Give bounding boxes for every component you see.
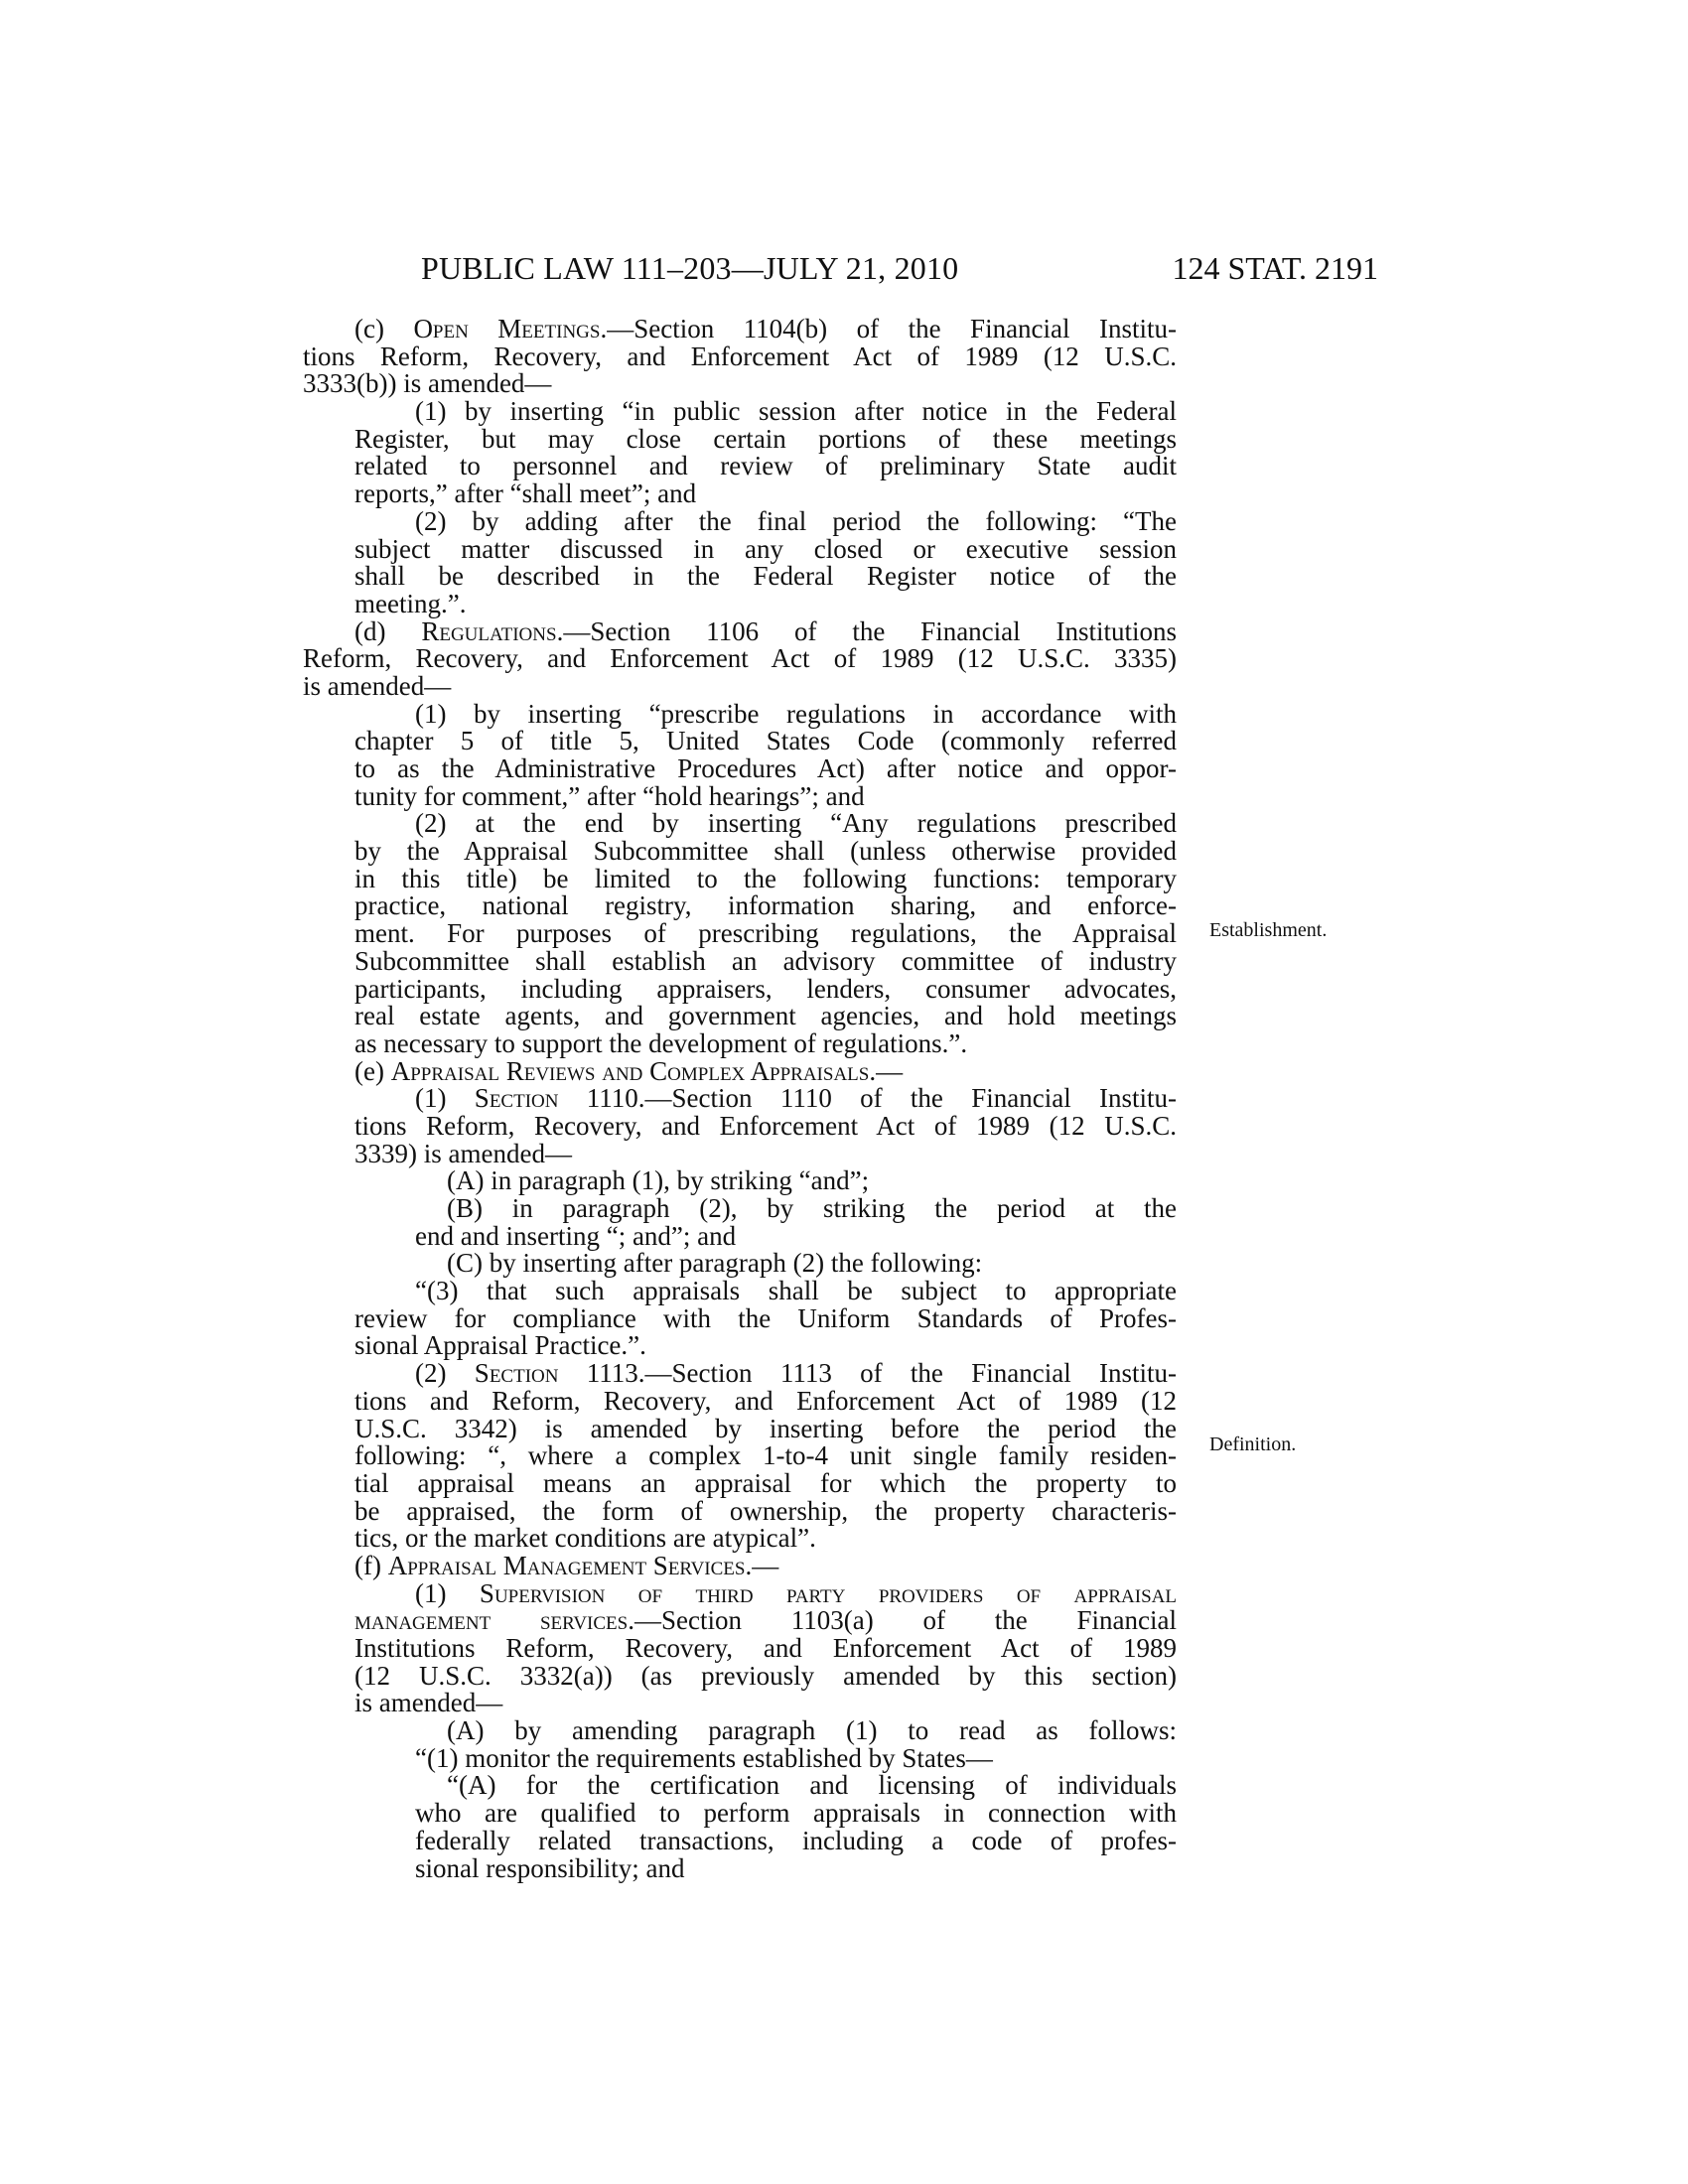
text-span: is amended—	[354, 1688, 503, 1718]
text-line	[303, 1195, 1177, 1223]
text-span: (2) by adding after the final period the following: “The	[415, 505, 1177, 536]
text-line	[303, 1772, 1177, 1800]
text-span: (A) by amending paragraph (1) to read as follows:	[447, 1715, 1177, 1746]
text-line	[303, 1825, 1177, 1855]
text-line	[303, 863, 1177, 893]
text-span: (e)	[354, 1055, 391, 1086]
text-span: (2) at the end by inserting “Any regulations prescribed	[415, 808, 1177, 839]
text-line	[303, 1607, 1177, 1635]
text-line	[303, 1660, 1177, 1691]
text-line	[303, 780, 1177, 811]
page-header	[298, 248, 1378, 288]
text-span: in this title) be limited to the following functions: temporary	[354, 863, 1177, 893]
text-line	[303, 588, 1177, 618]
small-caps-heading: Appraisal Reviews and Complex Appraisals	[390, 1055, 870, 1086]
text-span: (1)	[415, 1083, 475, 1114]
text-line	[303, 453, 1177, 480]
text-span: participants, including appraisers, lenders, consumer advocates,	[354, 973, 1177, 1004]
text-line	[303, 1413, 1177, 1443]
small-caps-heading: Supervision of third party providers of appraisal	[479, 1577, 1177, 1608]
text-span: reports,” after “shall meet”; and	[354, 478, 697, 509]
small-caps-heading: Regulations	[421, 615, 557, 646]
text-line	[303, 370, 1177, 398]
text-span: Reform, Recovery, and Enforcement Act of 1989 (12 U.S.C. 3335)	[303, 643, 1177, 674]
text-line	[303, 1085, 1177, 1113]
text-span: practice, national registry, information sharing, and enforce-	[354, 890, 1177, 921]
text-line	[303, 1385, 1177, 1416]
text-line	[303, 838, 1177, 866]
text-span: following: “, where a complex 1-to-4 unit single family residen-	[354, 1440, 1177, 1471]
margin-note-definition: Definition.	[1209, 1433, 1297, 1455]
text-span: as necessary to support the development of regulations.”.	[354, 1027, 968, 1058]
text-span: .—Section 1103(a) of the Financial	[628, 1605, 1177, 1636]
margin-note-establishment: Establishment.	[1209, 919, 1328, 941]
text-span: .—Section 1110 of the Financial Institu-	[637, 1083, 1177, 1114]
text-line	[303, 1495, 1177, 1526]
text-line	[303, 1717, 1177, 1745]
statute-citation: 124 STAT. 2191	[1172, 250, 1378, 286]
text-line	[303, 1360, 1177, 1388]
text-line	[303, 423, 1177, 454]
text-line	[303, 1742, 1177, 1773]
text-line	[303, 505, 1177, 536]
text-span: end and inserting “; and”; and	[415, 1220, 737, 1251]
text-span: federally related transactions, including a code of profes-	[415, 1825, 1177, 1855]
text-span: “(3) that such appraisals shall be subject to appropriate	[415, 1276, 1177, 1306]
text-line	[303, 920, 1177, 948]
text-span: subject matter discussed in any closed or executive session	[354, 533, 1177, 564]
text-line	[303, 398, 1177, 426]
text-span: tions and Reform, Recovery, and Enforcement Act of 1989 (12	[354, 1385, 1177, 1416]
text-span: (d)	[354, 615, 422, 646]
text-line	[303, 1302, 1177, 1333]
text-span: .—Section 1113 of the Financial Institu-	[637, 1358, 1177, 1389]
text-span: .—Section 1106 of the Financial Institutions	[556, 615, 1178, 646]
text-line	[303, 615, 1178, 646]
text-span: tial appraisal means an appraisal for which the property to	[354, 1467, 1177, 1498]
text-span: (2)	[415, 1358, 475, 1389]
text-line	[303, 1278, 1177, 1305]
text-span: “(A) for the certification and licensing of individuals	[447, 1770, 1177, 1801]
text-line	[303, 316, 1177, 343]
text-line	[303, 343, 1177, 371]
text-span: chapter 5 of title 5, United States Code (commonly referred	[354, 726, 1177, 756]
text-span: 3333(b)) is amended—	[303, 368, 552, 399]
text-span: sional responsibility; and	[415, 1852, 685, 1883]
text-line	[303, 1167, 1177, 1195]
text-line	[303, 1800, 1177, 1828]
text-line	[303, 1055, 1177, 1086]
text-line	[303, 1220, 1177, 1251]
text-span: .—	[869, 1055, 904, 1086]
text-span: be appraised, the form of ownership, the property characteris-	[354, 1495, 1177, 1526]
text-span: “(1) monitor the requirements established by States—	[415, 1742, 993, 1773]
text-line	[303, 892, 1177, 920]
text-line	[303, 698, 1177, 729]
text-line	[303, 563, 1177, 591]
text-span: (1) by inserting “in public session after notice in the Federal	[415, 396, 1177, 427]
text-span: ment. For purposes of prescribing regulations, the Appraisal	[354, 918, 1177, 949]
text-line	[303, 728, 1177, 755]
text-span: review for compliance with the Uniform Standards of Profes-	[354, 1302, 1177, 1333]
text-line	[303, 1027, 1177, 1058]
text-line	[303, 973, 1177, 1004]
text-span: Subcommittee shall establish an advisory committee of industry	[354, 945, 1177, 976]
small-caps-heading: Section 1110	[474, 1083, 638, 1114]
text-span: (f)	[354, 1550, 388, 1580]
text-line	[303, 645, 1177, 673]
text-span: related to personnel and review of preliminary State audit	[354, 451, 1177, 481]
text-span: tions Reform, Recovery, and Enforcement Act of 1989 (12 U.S.C.	[303, 341, 1177, 371]
text-span: Register, but may close certain portions of these meetings	[354, 423, 1177, 454]
text-line	[303, 1332, 1177, 1360]
text-span: by the Appraisal Subcommittee shall (unless otherwise provided	[354, 836, 1177, 867]
text-span: (1)	[415, 1577, 480, 1608]
text-span: real estate agents, and government agencies, and hold meetings	[354, 1001, 1177, 1031]
running-head: PUBLIC LAW 111–203—JULY 21, 2010	[421, 250, 959, 286]
text-span: .—	[745, 1550, 779, 1580]
small-caps-heading: Section 1113	[474, 1358, 638, 1389]
text-line	[303, 1525, 1177, 1553]
text-line	[303, 480, 1177, 508]
text-span: tions Reform, Recovery, and Enforcement Act of 1989 (12 U.S.C.	[354, 1110, 1177, 1141]
text-line	[303, 945, 1177, 976]
body-text	[303, 316, 1177, 1882]
small-caps-heading: management services	[354, 1605, 629, 1636]
text-line	[303, 1577, 1177, 1608]
small-caps-heading: Open Meetings	[413, 314, 601, 343]
text-line	[303, 1138, 1177, 1168]
text-line	[303, 1635, 1177, 1663]
text-line	[303, 1467, 1177, 1498]
text-line	[303, 1442, 1177, 1470]
text-span: is amended—	[303, 670, 452, 701]
text-line	[303, 1550, 1177, 1580]
text-line	[303, 1110, 1177, 1141]
text-span: (B) in paragraph (2), by striking the period at the	[447, 1193, 1177, 1223]
text-span: (1) by inserting “prescribe regulations in accordance with	[415, 698, 1177, 729]
text-line	[303, 670, 1177, 701]
text-span: (A) in paragraph (1), by striking “and”;	[447, 1165, 870, 1196]
text-span: (C) by inserting after paragraph (2) the following:	[447, 1248, 983, 1279]
text-span: (c)	[354, 314, 414, 343]
text-span: to as the Administrative Procedures Act) after notice and oppor-	[354, 753, 1177, 783]
text-span: .—Section 1104(b) of the Financial Institu-	[600, 314, 1177, 343]
text-line	[303, 533, 1177, 564]
text-line	[303, 755, 1177, 783]
text-span: Institutions Reform, Recovery, and Enforcement Act of 1989	[354, 1633, 1177, 1663]
text-span: who are qualified to perform appraisals in connection with	[415, 1798, 1177, 1829]
text-span: tunity for comment,” after “hold hearings”; and	[354, 780, 865, 811]
text-span: meeting.”.	[354, 588, 467, 618]
text-span: shall be described in the Federal Register notice of the	[354, 561, 1177, 592]
text-span: sional Appraisal Practice.”.	[354, 1330, 646, 1361]
text-line	[303, 1250, 1177, 1278]
text-span: U.S.C. 3342) is amended by inserting before the period the	[354, 1413, 1177, 1443]
small-caps-heading: Appraisal Management Services	[387, 1550, 746, 1580]
text-span: tics, or the market conditions are atypical”.	[354, 1523, 816, 1554]
text-line	[303, 1003, 1177, 1030]
text-line	[303, 810, 1177, 838]
text-span: (12 U.S.C. 3332(a)) (as previously amended by this section)	[354, 1660, 1177, 1691]
text-line	[303, 1852, 1177, 1883]
text-span: 3339) is amended—	[354, 1138, 572, 1168]
text-line	[303, 1690, 1177, 1717]
